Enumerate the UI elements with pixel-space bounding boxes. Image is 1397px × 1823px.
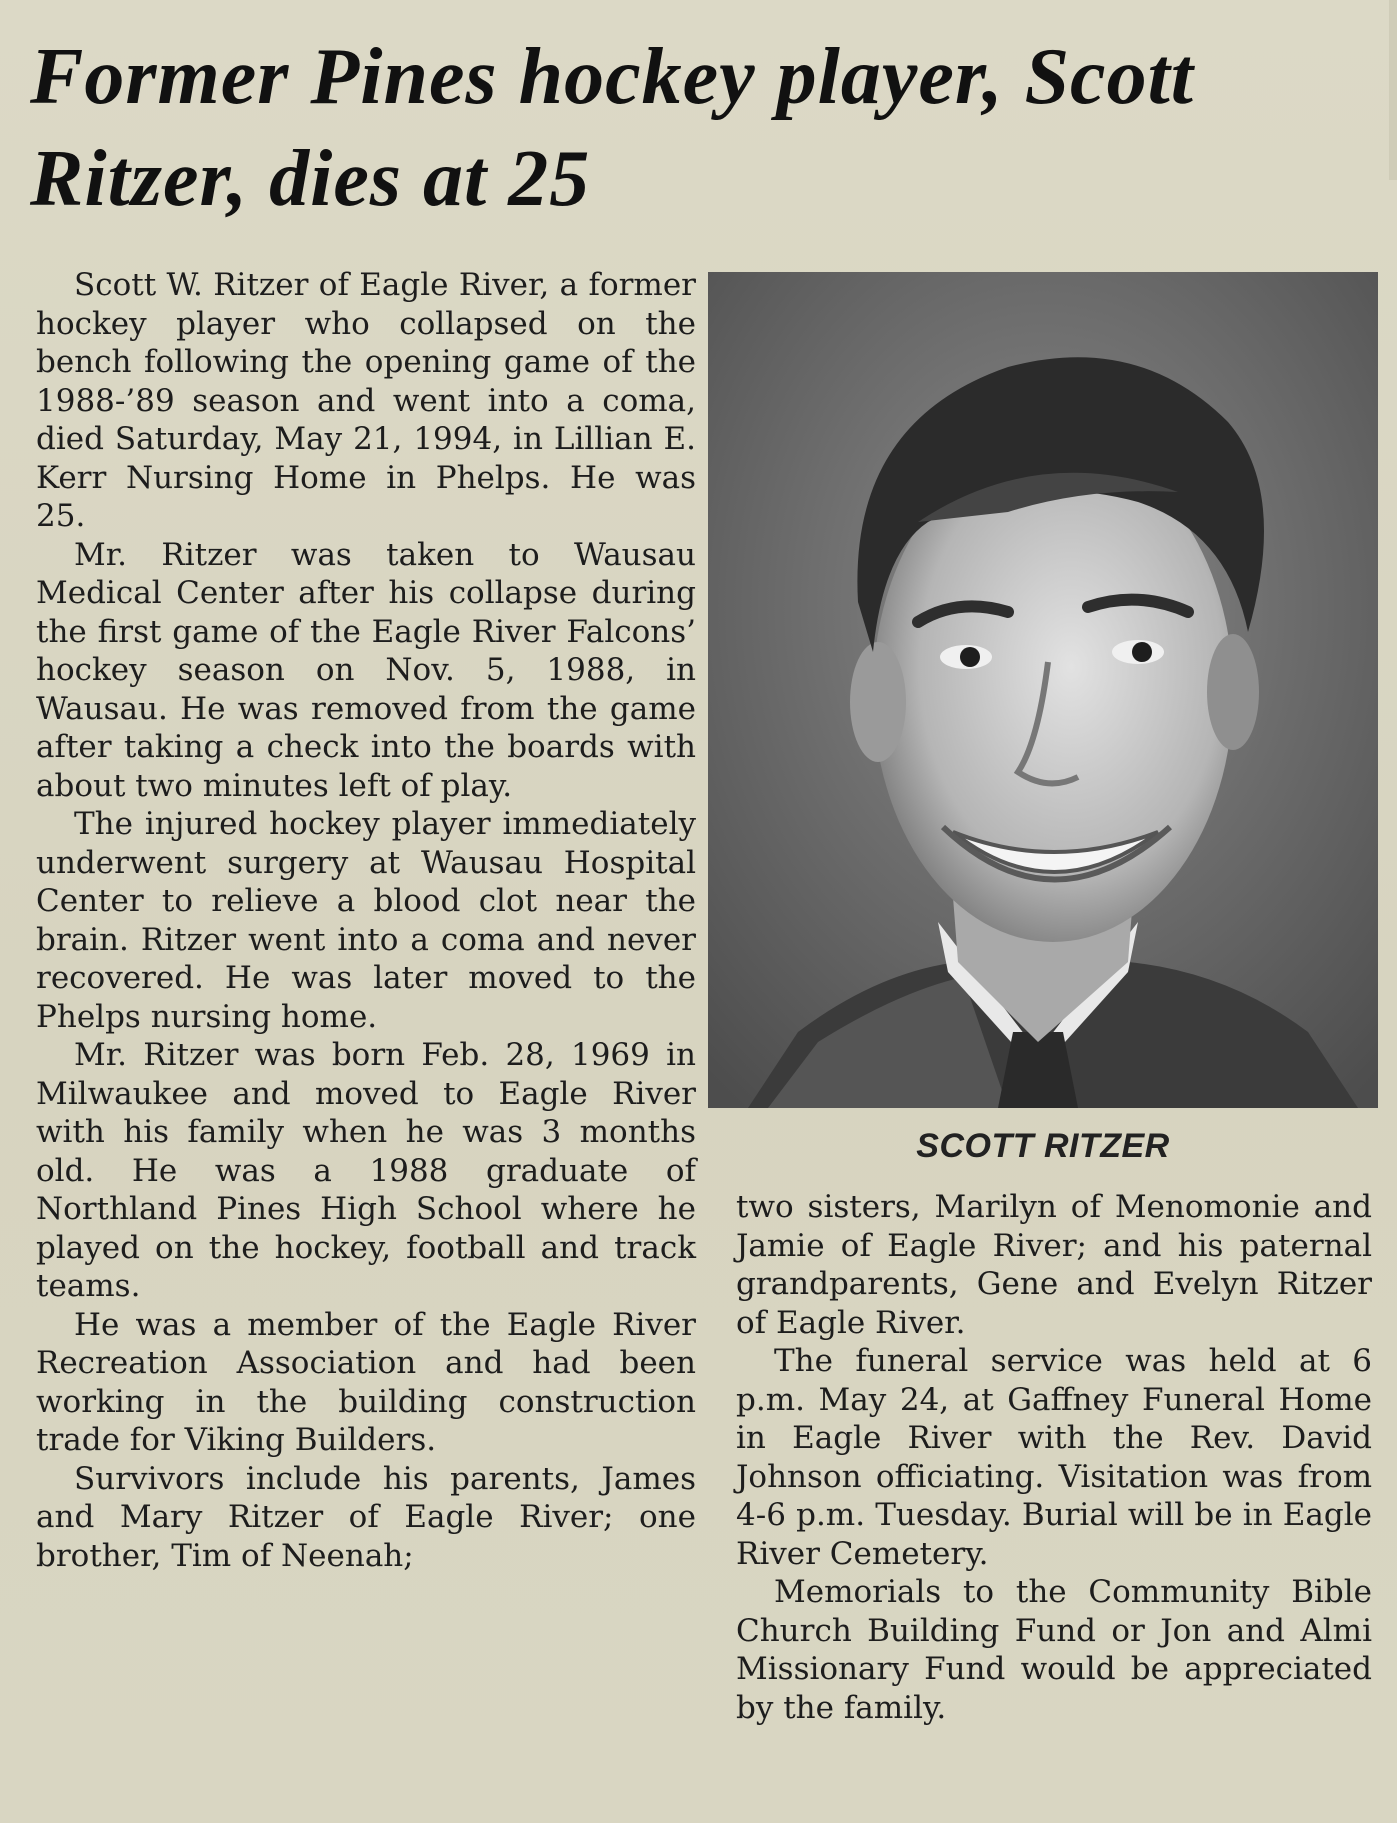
paragraph: Memorials to the Community Bible Church Building Fund or Jon and Almi Missionary Fund would be appreciated by the family. [736, 1574, 1372, 1726]
paragraph: Mr. Ritzer was taken to Wausau Medical Center after his collapse during the first game of the Eagle River Falcons’ hockey season on Nov. 5, 1988, in Wausau. He was removed from the game after taking a check into the boards with about two minutes left of play. [36, 536, 696, 804]
paragraph: Scott W. Ritzer of Eagle River, a former hockey player who collapsed on the bench following the opening game of the 1988-’89 season and went into a coma, died Saturday, May 21, 1994, in Lillian E. Kerr Nursing Home in Phelps. He was 25. [36, 267, 696, 534]
paragraph: Mr. Ritzer was born Feb. 28, 1969 in Milwaukee and moved to Eagle River with his family when he was 3 months old. He was a 1988 graduate of Northland Pines High School where he played on the hockey, football and track teams. [36, 1037, 696, 1304]
article-column-left [36, 266, 696, 1575]
paragraph: two sisters, Marilyn of Menomonie and Jamie of Eagle River; and his paternal grandparents, Gene and Evelyn Ritzer of Eagle River. [736, 1189, 1372, 1341]
paragraph: The funeral service was held at 6 p.m. May 24, at Gaffney Funeral Home in Eagle River with the Rev. David Johnson officiating. Visitation was from 4-6 p.m. Tuesday. Burial will be in Eagle River Cemetery. [736, 1343, 1372, 1572]
paragraph: Survivors include his parents, James and Mary Ritzer of Eagle River; one brother, Tim of Neenah; [36, 1460, 696, 1574]
paragraph: The injured hockey player immediately underwent surgery at Wausau Hospital Center to relieve a blood clot near the brain. Ritzer went into a coma and never recovered. He was later moved to the Phelps nursing home. [36, 806, 696, 1035]
page-edge [1389, 0, 1397, 180]
portrait-photo [708, 272, 1378, 1108]
photo-caption: SCOTT RITZER [916, 1127, 1170, 1165]
portrait-illustration [708, 272, 1378, 1108]
article-column-right [736, 1188, 1372, 1727]
headline: Former Pines hockey player, Scott Ritzer, dies at 25 [30, 33, 1195, 223]
paragraph: He was a member of the Eagle River Recreation Association and had been working in the building construction trade for Viking Builders. [36, 1306, 696, 1458]
